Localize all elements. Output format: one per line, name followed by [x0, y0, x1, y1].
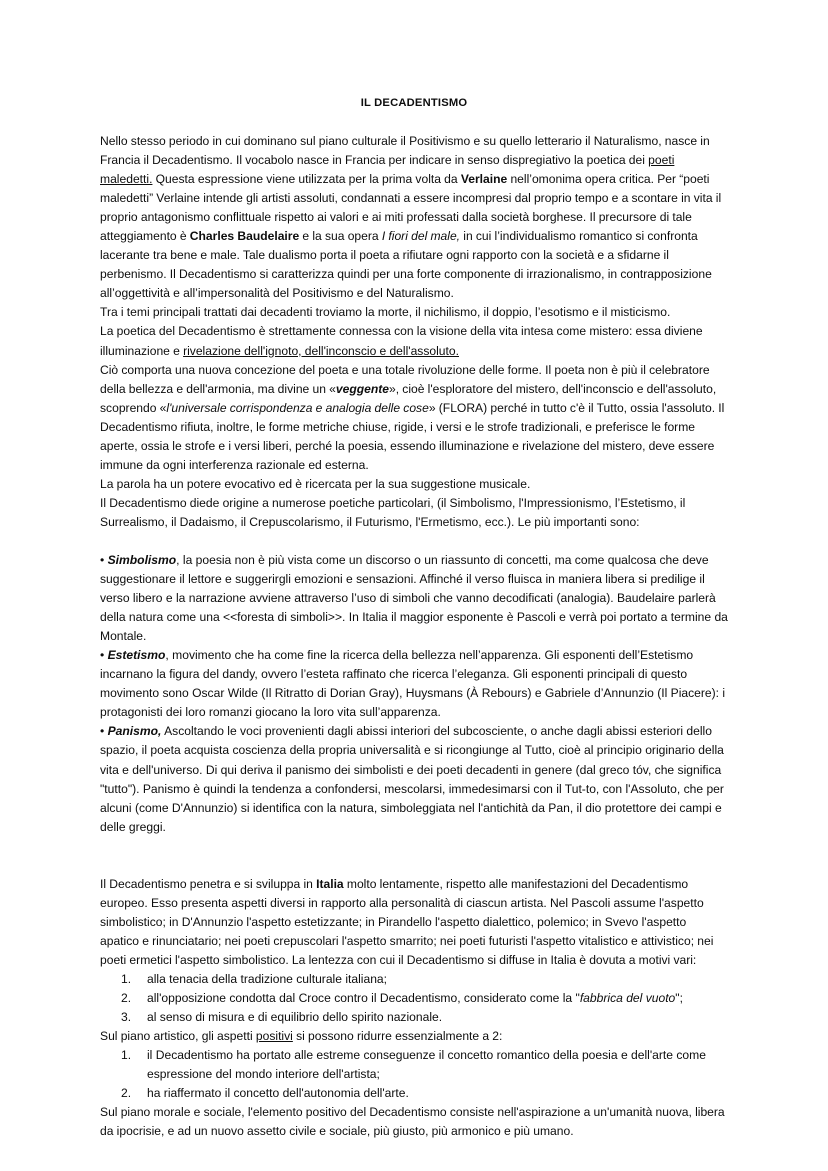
reasons-list	[100, 970, 728, 1027]
intro-text-a: Nello stesso periodo in cui dominano sul piano culturale il Positivismo e su quello letterario il Naturalismo, nasce in Francia il Decadentismo. Il vocabolo nasce in Francia per indicare in senso dispregiativo la poetica dei	[100, 134, 710, 168]
page-title: IL DECADENTISMO	[360, 97, 468, 109]
intro-underline-poeti-maledetti: poeti maledetti.	[100, 153, 675, 187]
artistico-text-b: si possono ridurre essenzialmente a 2:	[292, 1029, 503, 1044]
movement-description: Ascoltando le voci provenienti dagli abissi interiori del subcosciente, o anche dagli abissi esteriori dello spazio, il poeta acquista coscienza della propria universalità e si ricongiunge al Tutto, cioè al principio originario della vita e dell'universo. Di qui deriva il panismo dei simbolisti e dei poeti decadenti in genere (dal greco tóv, che significa "tutto"). Panismo è quindi la tendenza a confondersi, mescolarsi, immedesimarsi con il Tut-to, con l'Assoluto, che per alcuni (come D'Annunzio) si identifica con la natura, simboleggiata nel l'antichità da Pan, il dio protettore dei campi e delle greggi.	[100, 724, 724, 834]
list-item-text: il Decadentismo ha portato alle estreme conseguenze il concetto romantico della poesia e dell'arte come espressione del mondo interiore dell'artista;	[147, 1048, 706, 1082]
poetica-underline-rivelazione: rivelazione dell'ignoto, dell'inconscio e dell'assoluto.	[183, 343, 459, 358]
artistico-underline-positivi: positivi	[255, 1029, 293, 1044]
movement-description: , movimento che ha come fine la ricerca della bellezza nell’apparenza. Gli esponenti dell’Estetismo incarnano la figura del dandy, ovvero l’esteta raffinato che ricerca l’eleganza. Gli esponenti principali di questo movimento sono Oscar Wilde (Il Ritratto di Dorian Gray), Huysmans (À Rebours) e Gabriele d’Annunzio (Il Piacere): i protagonisti dei loro romanzi giocano la loro vita sull’apparenza.	[100, 648, 726, 720]
movement-description: , la poesia non è più vista come un discorso o un riassunto di concetti, ma come qualcosa che deve suggestionare il lettore e suggerirgli emozioni e sensazioni. Affinché il verso fluisca in maniera libera si predilige il verso libero e la narrazione avviene attraverso l’uso di simboli che vanno decodificati (analogia). Baudelaire parlerà della natura come una <<foresta di simboli>>. In Italia il maggior esponente è Pascoli e verrà poi portato a termine da Montale.	[100, 552, 728, 644]
concezione-italic-flora-quote: l'universale corrispondenza e analogia delle cose	[166, 400, 429, 415]
paragraph-poetiche-elenco: Il Decadentismo diede origine a numerose poetiche particolari, (il Simbolismo, l'Impressionismo, l’Estetismo, il Surrealismo, il Dadaismo, il Crepuscolarismo, il Futurismo, l'Ermetismo, ecc.). Le più importanti sono:	[100, 495, 686, 529]
list-number: 1.	[121, 1048, 132, 1063]
italia-text-b: molto lentamente, rispetto alle manifestazioni del Decadentismo europeo. Esso presenta aspetti diversi in rapporto alla personalità di ciascun artista. Nel Pascoli assume l'aspetto simbolistico; in D'Annunzio l'aspetto estetizzante; in Pirandello l'aspetto dialettico, polemico; in Svevo l'aspetto apatico e rinunciatario; nei poeti crepuscolari l'aspetto smarrito; nei poeti futuristi l'aspetto vitalistico e attivistico; nei poeti ermetici l'aspetto simbolistico. La lentezza con cui il Decadentismo si diffuse in Italia è dovuta a motivi vari:	[100, 876, 714, 967]
list-item-text: ha riaffermato il concetto dell'autonomia dell'arte.	[147, 1086, 409, 1101]
movement-name: Simbolismo	[107, 552, 177, 567]
list-number: 3.	[121, 1010, 132, 1025]
paragraph-conclusione: Sul piano morale e sociale, l'elemento positivo del Decadentismo consiste nell'aspirazione a un'umanità nuova, libera da ipocrisie, e ad un nuovo assetto civile e sociale, più giusto, più armonico e più umano.	[100, 1105, 725, 1139]
paragraph-parola: La parola ha un potere evocativo ed è ricercata per la sua suggestione musicale.	[100, 476, 531, 491]
paragraph-piano-artistico	[100, 1027, 728, 1046]
artistico-text-a: Sul piano artistico, gli aspetti	[100, 1029, 256, 1044]
document-body	[100, 96, 728, 1141]
concezione-text-c: » (FLORA) perché in tutto c'è il Tutto, ossia l'assoluto. Il Decadentismo rifiuta, inoltre, le forme metriche chiuse, rigide, i versi e le strofe tradizionali, e preferisce le forme aperte, ossia le strofe e i versi liberi, perché la poesia, essendo illuminazione e rivelazione del mistero, deve essere immune da ogni interferenza razionale ed esterna.	[100, 400, 725, 472]
bullet-marker: •	[100, 552, 108, 567]
bullet-marker: •	[100, 648, 108, 663]
paragraph-concezione	[100, 361, 728, 475]
concezione-text-a: Ciò comporta una nuova concezione del poeta e una totale rivoluzione delle forme. Il poeta non è più il celebratore della bellezza e dell'armonia, ma divine un «	[100, 362, 710, 396]
list-item-italic: fabbrica del vuoto	[579, 990, 676, 1005]
paragraph-italia-intro	[100, 875, 728, 970]
intro-text-c: nell’omonima opera critica. Per “poeti maledetti” Verlaine intende gli artisti assoluti, condannati a essere incompresi dal proprio tempo e a scontare in vita il proprio antagonismo conflittuale rispetto ai valori e ai miti professati dalla società borghese. Il precursore di tale atteggiamento è	[100, 172, 722, 244]
paragraph-intro	[100, 132, 728, 303]
italia-text-a: Il Decadentismo penetra e si sviluppa in	[100, 876, 317, 891]
intro-text-b: Questa espressione viene utilizzata per la prima volta da	[152, 172, 461, 187]
spacer-before-movements	[100, 532, 728, 551]
movement-item-panismo	[100, 722, 728, 836]
movement-item-estetismo	[100, 646, 728, 722]
movement-name: Panismo,	[107, 724, 162, 739]
italia-bold-label: Italia	[316, 876, 344, 891]
positives-list	[100, 1046, 728, 1103]
intro-text-d: e la sua opera	[299, 229, 382, 244]
intro-bold-verlaine: Verlaine	[460, 172, 508, 187]
list-item	[100, 1008, 728, 1027]
concezione-bolditalic-veggente: veggente	[335, 381, 389, 396]
poetica-text-a: La poetica del Decadentismo è strettamente connessa con la visione della vita intesa come mistero: essa diviene illuminazione e	[100, 324, 703, 358]
movement-item-simbolismo	[100, 551, 728, 646]
movement-name: Estetismo	[107, 648, 166, 663]
list-item	[100, 1046, 728, 1084]
list-item-text-after: ";	[675, 990, 683, 1005]
list-item	[100, 970, 728, 989]
list-item-text: al senso di misura e di equilibrio dello spirito nazionale.	[147, 1010, 443, 1025]
list-number: 1.	[121, 971, 132, 986]
paragraph-temi: Tra i temi principali trattati dai decadenti troviamo la morte, il nichilismo, il doppio, l’esotismo e il misticismo.	[100, 305, 671, 320]
bullet-marker: •	[100, 724, 108, 739]
list-item	[100, 989, 728, 1008]
intro-text-e: in cui l’individualismo romantico si confronta lacerante tra bene e male. Tale dualismo porta il poeta a rifiutare ogni rapporto con la società e a sfidarne il perbenismo. Il Decadentismo si caratterizza quindi per una forte componente di irrazionalismo, in contrapposizione all’oggettività e all’impersonalità del Positivismo e del Naturalismo.	[100, 229, 712, 301]
paragraph-poetica	[100, 322, 728, 360]
spacer-before-italy-section	[100, 837, 728, 875]
intro-bold-baudelaire: Charles Baudelaire	[189, 229, 300, 244]
concezione-text-b: », cioè l'esploratore del mistero, dell'inconscio e dell'assoluto, scoprendo «	[100, 381, 717, 415]
list-number: 2.	[121, 1086, 132, 1101]
list-item-text: all'opposizione condotta dal Croce contro il Decadentismo, considerato come la "	[147, 990, 580, 1005]
intro-italic-fiori-del-male: I fiori del male,	[381, 229, 461, 244]
list-item	[100, 1084, 728, 1103]
list-item-text: alla tenacia della tradizione culturale italiana;	[147, 971, 388, 986]
list-number: 2.	[121, 990, 132, 1005]
